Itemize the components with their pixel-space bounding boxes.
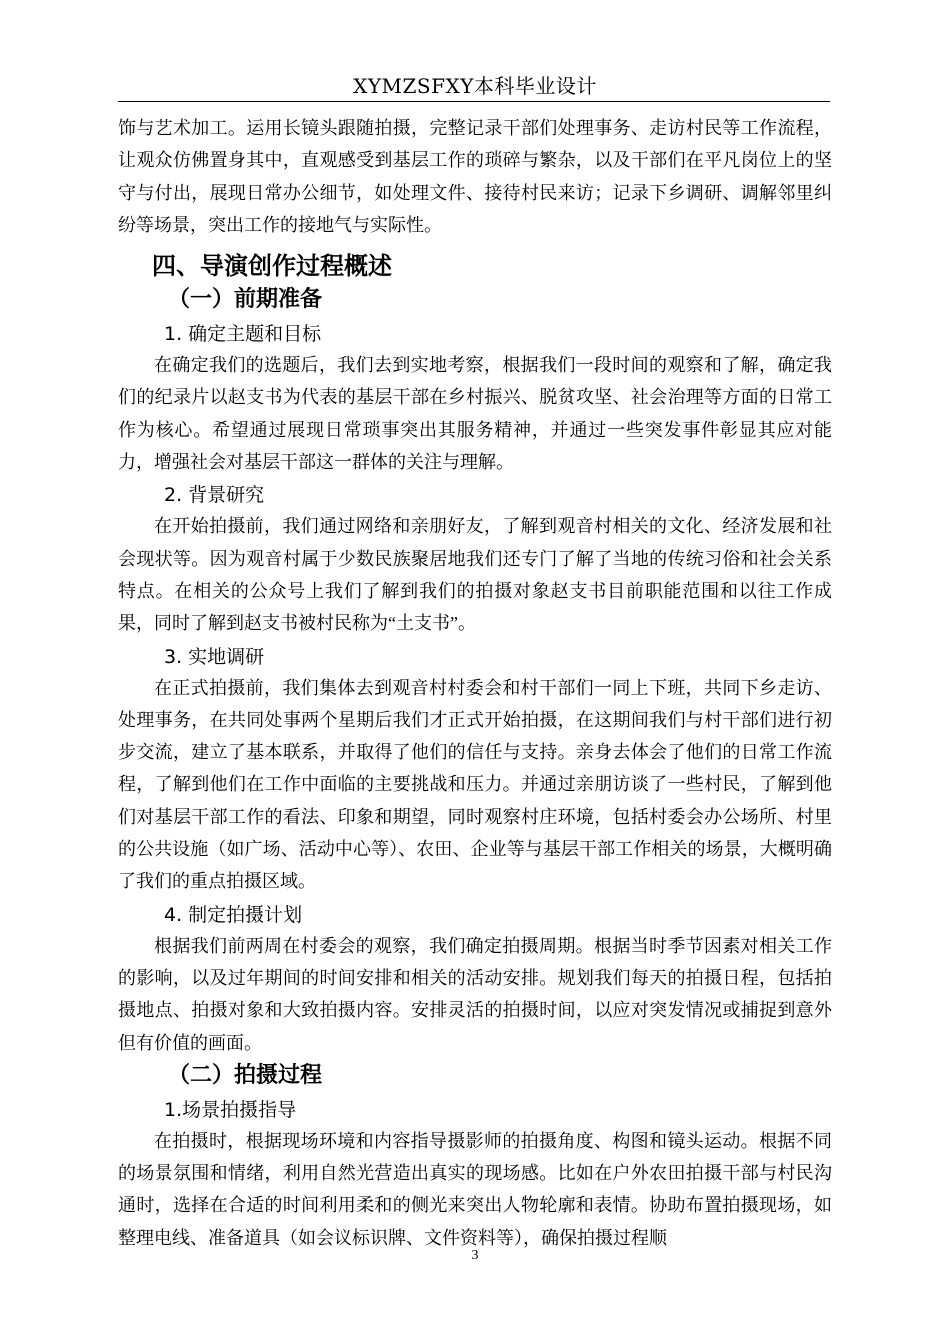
- part-two-heading: （二）拍摄过程: [168, 1062, 323, 1088]
- page-number: 3: [471, 1248, 479, 1263]
- page-header-title: XYMZSFXY本科毕业设计: [353, 74, 597, 98]
- item2-heading: 2. 背景研究: [164, 484, 265, 507]
- page-content: [118, 112, 832, 1254]
- item3-heading: 3. 实地调研: [164, 645, 265, 668]
- item2-paragraph: 在开始拍摄前，我们通过网络和亲朋好友，了解到观音村相关的文化、经济发展和社会现状等。因为观音村属于少数民族聚居地我们还专门了解了当地的传统习俗和社会关系特点。在相关的公众号上我们了解到我们的拍摄对象赵支书目前职能范围和以往工作成果，同时了解到赵支书被村民称为“土支书”。: [118, 516, 832, 634]
- section-four-heading: 四、导演创作过程概述: [152, 252, 392, 281]
- part-one-heading: （一）前期准备: [168, 287, 323, 313]
- header-divider: [118, 101, 830, 102]
- item5-paragraph: 在拍摄时，根据现场环境和内容指导摄影师的拍摄角度、构图和镜头运动。根据不同的场景氛围和情绪，利用自然光营造出真实的现场感。比如在户外农田拍摄干部与村民沟通时，选择在合适的时间利用柔和的侧光来突出人物轮廓和表情。协助布置拍摄现场，如整理电线、准备道具（如会议标识牌、文件资料等），确保拍摄过程顺: [118, 1130, 832, 1248]
- intro-paragraph: 饰与艺术加工。运用长镜头跟随拍摄，完整记录干部们处理事务、走访村民等工作流程，让观众仿佛置身其中，直观感受到基层工作的琐碎与繁杂，以及干部们在平凡岗位上的坚守与付出，展现日常办公细节，如处理文件、接待村民来访；记录下乡调研、调解邻里纠纷等场景，突出工作的接地气与实际性。: [118, 118, 832, 235]
- item4-paragraph: 根据我们前两周在村委会的观察，我们确定拍摄周期。根据当时季节因素对相关工作的影响，以及过年期间的时间安排和相关的活动安排。规划我们每天的拍摄日程，包括拍摄地点、拍摄对象和大致拍摄内容。安排灵活的拍摄时间，以应对突发情况或捕捉到意外但有价值的画面。: [118, 935, 832, 1053]
- item1-paragraph: 在确定我们的选题后，我们去到实地考察，根据我们一段时间的观察和了解，确定我们的纪录片以赵支书为代表的基层干部在乡村振兴、脱贫攻坚、社会治理等方面的日常工作为核心。希望通过展现日常琐事突出其服务精神，并通过一些突发事件彰显其应对能力，增强社会对基层干部这一群体的关注与理解。: [118, 355, 832, 473]
- item4-heading: 4. 制定拍摄计划: [164, 903, 303, 926]
- item1-heading: 1. 确定主题和目标: [164, 323, 322, 346]
- item5-heading: 1.场景拍摄指导: [164, 1098, 297, 1121]
- item3-paragraph: 在正式拍摄前，我们集体去到观音村村委会和村干部们一同上下班，共同下乡走访、处理事务，在共同处事两个星期后我们才正式开始拍摄，在这期间我们与村干部们进行初步交流，建立了基本联系，并取得了他们的信任与支持。亲身去体会了他们的日常工作流程，了解到他们在工作中面临的主要挑战和压力。并通过亲朋访谈了一些村民，了解到他们对基层干部工作的看法、印象和期望，同时观察村庄环境，包括村委会办公场所、村里的公共设施（如广场、活动中心等）、农田、企业等与基层干部工作相关的场景，大概明确了我们的重点拍摄区域。: [118, 677, 832, 892]
